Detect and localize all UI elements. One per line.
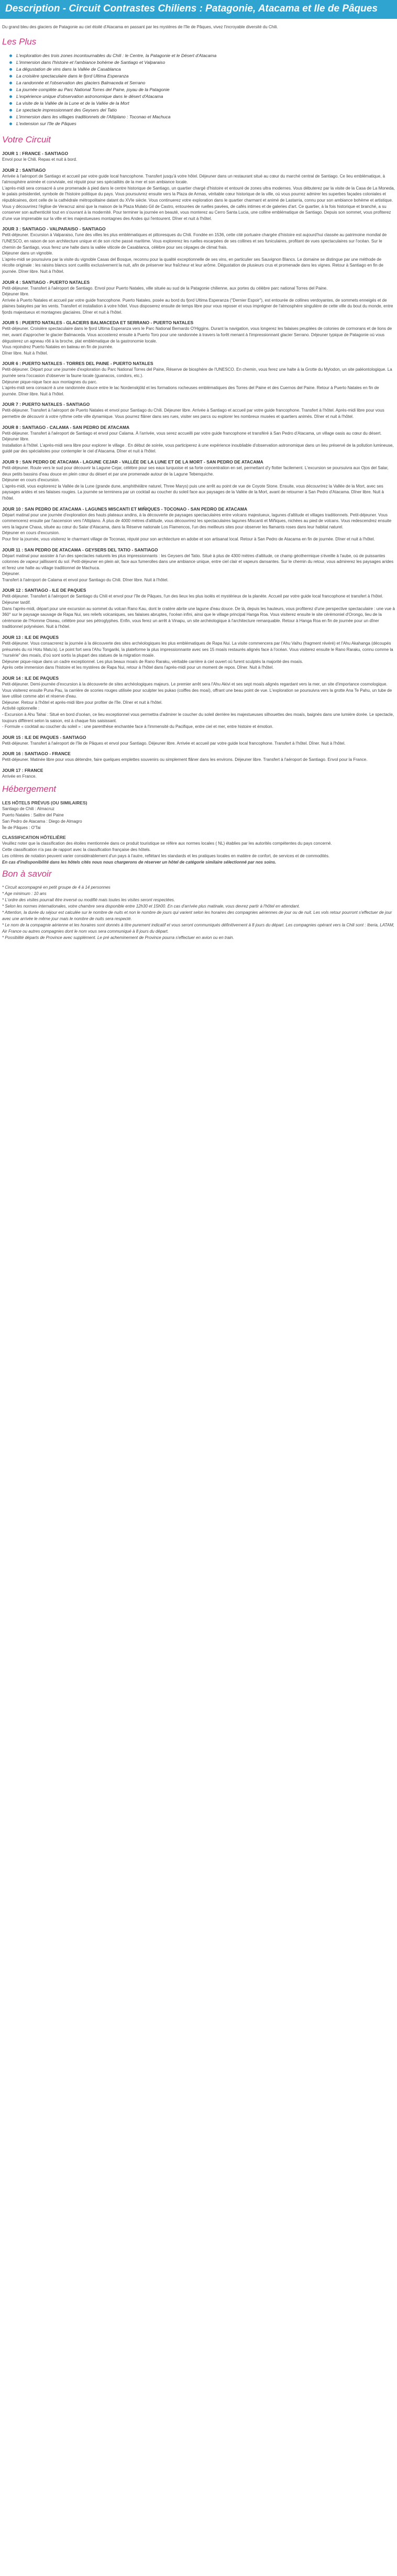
plus-item	[9, 114, 395, 120]
bullet-icon	[9, 95, 12, 98]
day-text: Déjeuner libre.	[2, 437, 30, 442]
day-block	[2, 319, 395, 356]
hotel-item: San Pedro de Atacama : Diego de Almagro	[2, 819, 82, 824]
section-heading-hotels: Hébergement	[2, 783, 57, 794]
bullet-icon	[9, 102, 12, 105]
day-text: Petit-déjeuner. Transfert à l'aéroport de Santiago. Envol pour Puerto Natales, ville située au sud de la Patagonie chilienne, aux portes du célèbre parc national Torres del Paine.	[2, 285, 328, 291]
day-text: Petit-déjeuner. Croisière spectaculaire dans le fjord Ultima Esperanza vers le Parc National Bernardo O'Higgins. Durant la navigation, vous longerez les falaises peuplées de colonies de cormorans et de lions de mer, avant d'approcher le glacier Balmaceda. Vous accosterez ensuite à Puerto Toro pour une randonnée à travers la forêt menant à l'impressionnant glacier Serrano. Déjeuner typique de Patagonie où vous dégusterez un agneau rôti à la broche, plat emblématique de la gastronomie locale.	[2, 326, 392, 344]
plus-item	[9, 52, 395, 59]
day-text: Petit-déjeuner. Transfert à l'aéroport de Santiago et envol pour Calama. À l'arrivée, vous serez accueilli par votre guide francophone et transféré à San Pedro d'Atacama, un village oasis au cœur du désert.	[2, 430, 382, 436]
bullet-icon	[9, 116, 12, 118]
day-text: Petit-déjeuner. Transfert à l'aéroport de l'île de Pâques et envol pour Santiago. Déjeuner libre. Arrivée et accueil par votre guide local francophone. Transfert à l'hôtel. Dîner. Nuit à l'hôtel.	[2, 740, 346, 746]
hotel-item: Puerto Natales : Salitre del Paine	[2, 812, 64, 817]
day-title: JOUR 8 : SANTIAGO - CALAMA - SAN PEDRO DE ATACAMA	[2, 424, 130, 430]
day-title: JOUR 5 : PUERTO NATALES - GLACIERS BALMACEDA ET SERRANO - PUERTO NATALES	[2, 320, 194, 326]
plus-item	[9, 80, 395, 86]
plus-item-text: Le spectacle impressionnant des Geysers del Tatio	[16, 107, 117, 113]
day-text: L'après-midi sera consacré à une promenade à pied dans le centre historique de Santiago, un quartier chargé d'histoire et entouré de zones ultra modernes. Vous débuterez par la visite de la Casa de La Moneda, le palais présidentiel, symbole de l'histoire politique du pays. Vous poursuivrez ensuite vers la Plaza de Armas, véritable cœur historique de la ville, où vous pourrez admirer les superbes façades coloniales et républicaines, dont celle de la cathédrale métropolitaine datant du XVIe siècle. Vous continuerez votre exploration dans le quartier charmant et animé de Lastarria, connu pour son ambiance bohème et artistique. Vous y découvrirez l'église de Veracruz ainsi que la maison de la Plaza Mulato Gil de Castro, entourées de ruelles pavées, de cafés intimes et de galeries d'art. Ce quartier, à la fois historique et branché, a su conserver son authenticité tout en s'ouvrant à la modernité. Pour terminer la journée en beauté, vous monterez au Cerro Santa Lucia, une colline emblématique de Santiago. Depuis son sommet, vous profiterez d'une vue imprenable sur la ville et les majestueuses montagnes des Andes qui l'entourent. Dîner et nuit à l'hôtel.	[2, 185, 395, 221]
day-title: JOUR 7 : PUERTO NATALES - SANTIAGO	[2, 402, 90, 407]
day-text: Petit-déjeuner. Transfert à l'aéroport de Puerto Natales et envol pour Santiago du Chili. Déjeuner libre. Arrivée à Santiago et accueil par votre guide francophone. Transfert à l'hôtel. Après-midi libre pour vous permettre de découvrir à votre rythme cette ville dynamique. Vous pourrez flâner dans ses rues, visiter ses parcs ou explorer les nombreux musées et quartiers animés. Dîner et nuit à l'hôtel.	[2, 408, 384, 419]
day-text: Déjeuner pique-nique face aux montagnes du parc.	[2, 379, 97, 384]
day-text: Vous rejoindrez Puerto Natales en bateau en fin de journée.	[2, 345, 114, 350]
content	[0, 19, 397, 941]
section-heading-note: Bon à savoir	[2, 868, 52, 879]
day-title: JOUR 10 : SAN PEDRO DE ATACAMA - LAGUNES MISCANTI ET MIÑIQUES - TOCONAO - SAN PEDRO DE ATACAMA	[2, 506, 248, 512]
classification-title: CLASSIFICATION HÔTELIÈRE	[2, 834, 66, 840]
day-text: Départ matinal pour une journée d'exploration des hauts plateaux andins, à la découverte de paysages spectaculaires entre volcans majestueux, lagunes d'altitude et villages traditionnels. Petit-déjeuner. Vous commencerez ensuite par l'ascension vers l'Altiplano. À plus de 4000 mètres d'altitude, vous découvrirez les spectaculaires lagunes Miscanti et Miñiques, nichées au pied de volcans. Vous redescendrez ensuite vers la lagune Chaxa, située au cœur du Salar d'Atacama, dans la Réserve nationale Los Flamencos, l'un des meilleurs sites pour observer les flamants roses dans leur habitat naturel.	[2, 512, 392, 529]
plus-item-text: La randonnée et l'observation des glaciers Balmaceda et Serrano	[16, 80, 146, 85]
plus-list	[2, 52, 395, 127]
day-block	[2, 734, 395, 747]
day-block	[2, 360, 395, 397]
plus-item	[9, 100, 395, 107]
day-title: JOUR 15 : ILE DE PAQUES - SANTIAGO	[2, 734, 86, 740]
day-text: Arrivée en France.	[2, 773, 37, 779]
day-text: Déjeuner. Retour à l'hôtel et après-midi libre pour profiter de l'île. Dîner et nuit à l'hôtel.	[2, 700, 163, 705]
plus-item-text: L'immersion dans l'histoire et l'ambiance bohème de Santiago et Valparaiso	[16, 60, 166, 65]
plus-item	[9, 59, 395, 66]
note-line: * Attention, la durée du séjour est calculée sur le nombre de nuits et non le nombre de jours qui varient selon les horaires des compagnies aériennes de jour ou de nuit. Les vols retour pourront s'effectuer de jour avec une arrivée le même jour mais le nombre de nuits sera respecté.	[2, 910, 392, 921]
day-text: Pour finir la journée, vous visiterez le charmant village de Toconao, réputé pour son architecture en adobe et son artisanat local. Retour à San Pedro de Atacama en fin de journée. Dîner et nuit à l'hôtel.	[2, 536, 375, 541]
day-text: Petit-déjeuner. Demi-journée d'excursion à la découverte de sites archéologiques majeurs. Le premier arrêt sera l'Ahu Akivi et ses sept moaïs alignés regardant vers la mer, un site d'importance cosmologique. Vous visiterez ensuite Puna Pau, la carrière de scories rouges utilisée pour sculpter les pukao (coiffes des moaï), offrant une beau point de vue. L'exploration se poursuivra vers la grotte Ana Te Pahu, un tube de lave utilisé comme abri et réserve d'eau.	[2, 682, 392, 699]
day-block	[2, 675, 395, 730]
hotel-item: Île de Pâques : O'Tai	[2, 825, 41, 830]
bullet-icon	[9, 82, 12, 84]
day-title: JOUR 2 : SANTIAGO	[2, 167, 46, 173]
day-text: Petit-déjeuner. Transfert à l'aéroport de Santiago du Chili et envol pour l'île de Pâques, l'un des lieux les plus isolés et mystérieux de la planète. Accueil par votre guide local francophone et transfert à l'hôtel.	[2, 594, 383, 599]
day-text: Départ matinal pour assister à l'un des spectacles naturels les plus impressionnants : les Geysers del Tatio. Situé à plus de 4300 mètres d'altitude, ce champ géothermique s'éveille à l'aube, où de puissantes colonnes de vapeur jaillissent du sol. Petit-déjeuner en plein air, face aux fumerolles dans une ambiance unique, entre ciel clair et vapeurs dansantes. Sur le chemin du retour, vous admirerez les paysages arides et ferez une halte au village traditionnel de Machuca.	[2, 553, 394, 570]
day-block	[2, 634, 395, 671]
section-heading-itinerary: Votre Circuit	[2, 135, 51, 145]
plus-item	[9, 66, 395, 73]
note-line: * Possibilité départs de Province avec supplément. Le pré acheminement de Province pourra s'effectuer en avion ou en train.	[2, 935, 234, 940]
day-text: Petit-déjeuner. Matinée libre pour vous détendre, faire quelques emplettes souvenirs ou simplement flâner dans les environs. Déjeuner libre. Transfert à l'aéroport de Santiago. Envol pour la France.	[2, 757, 368, 762]
day-text: Petit-déjeuner. Excursion à Valparaiso, l'une des villes les plus emblématiques et pittoresques du Chili. Fondée en 1536, cette cité portuaire chargée d'histoire est aujourd'hui classée au patrimoine mondial de l'UNESCO, en raison de son architecture unique et de son riche passé maritime. Vous explorerez les ruelles escarpées de ses collines et ses funiculaires, profitant de vues spectaculaires sur l'océan. Sur le chemin de Santiago, vous ferez une halte dans la vallée viticole de Casablanca, célèbre pour ses cépages de climat frais.	[2, 233, 387, 250]
plus-item-text: L'extension sur l'île de Pâques	[16, 121, 76, 126]
day-text: Déjeuner en cours d'excursion.	[2, 530, 60, 536]
day-title: JOUR 17 : FRANCE	[2, 767, 43, 773]
bullet-icon	[9, 109, 12, 112]
day-title: JOUR 6 : PUERTO NATALES - TORRES DEL PAINE - PUERTO NATALES	[2, 361, 153, 367]
note-line: * Age minimum : 10 ans	[2, 891, 47, 896]
day-block	[2, 506, 395, 543]
plus-item-text: La visite de la Vallée de la Lune et de la Vallée de la Mort	[16, 101, 129, 106]
day-block	[2, 424, 395, 455]
day-title: JOUR 4 : SANTIAGO - PUERTO NATALES	[2, 279, 90, 285]
day-block	[2, 750, 395, 763]
day-text: Déjeuner.	[2, 571, 20, 577]
plus-item-text: L'expérience unique d'observation astronomique dans le désert d'Atacama	[16, 94, 163, 99]
intro-text: Du grand bleu des glaciers de Patagonie au ciel étoilé d'Atacama en passant par les mystères de l'île de Pâques, vivez l'incroyable diversité du Chili.	[2, 25, 278, 29]
classification-emphasis: En cas d'indisponibilité dans les hôtels cités nous nous chargerons de réserver un hôtel de catégorie similaire sélectionné par nos soins.	[2, 859, 277, 865]
bullet-icon	[9, 89, 12, 91]
day-title: JOUR 11 : SAN PEDRO DE ATACAMA - GEYSERS DEL TATIO - SANTIAGO	[2, 547, 158, 552]
plus-item	[9, 107, 395, 114]
section-heading-plus: Les Plus	[2, 37, 37, 47]
day-text: L'après-midi se poursuivra par la visite du vignoble Casas del Bosque, reconnu pour la qualité exceptionnelle de ses vins, en particulier ses Sauvignon Blancs. Le domaine se distingue par une méthode de récolte originale : les raisins blancs sont cueillis exclusivement la nuit, afin de préserver leur fraîcheur et leur arôme. Dégustation de plusieurs crus et promenade dans les vignes. Retour à Santiago en fin de journée. Dîner libre. Nuit à l'hôtel.	[2, 257, 383, 274]
day-title: JOUR 12 : SANTIAGO - ILE DE PAQUES	[2, 588, 86, 593]
day-title: JOUR 9 : SAN PEDRO DE ATACAMA - LAGUNE CEJAR - VALLÉE DE LA LUNE ET DE LA MORT - SAN PEDRO DE ATACAMA	[2, 459, 263, 465]
day-title: JOUR 1 : FRANCE - SANTIAGO	[2, 151, 69, 156]
day-block	[2, 767, 395, 780]
note-line: * Le nom de la compagnie aérienne et les horaires sont donnés à titre purement indicatif et vous seront communiqués définitivement à 8 jours du départ. Les compagnies opérant vers la Chili sont : Iberia, LATAM, Air France ou autres compagnies dont le nom vous sera communiqué à 8 jours du départ.	[2, 922, 394, 934]
bullet-icon	[9, 68, 12, 71]
day-title: JOUR 16 : SANTIAGO - FRANCE	[2, 751, 71, 757]
classification-text	[2, 841, 395, 859]
classification-line: Veuillez noter que la classification des étoiles mentionnée dans ce produit touristique se réfère aux normes locales ( NL) établies par les autorités compétentes du pays concerné.	[2, 841, 332, 846]
note-line: * L'ordre des visites pourrait être inversé ou modifié mais toutes les visites seront respectées.	[2, 897, 175, 902]
day-text: Activité optionnelle :	[2, 706, 40, 711]
day-text: Après cette immersion dans l'histoire et les mystères de Rapa Nui, retour à l'hôtel dans l'après-midi pour un moment de repos. Dîner. Nuit à l'hôtel.	[2, 665, 274, 670]
bullet-icon	[9, 123, 12, 125]
title-banner	[0, 0, 397, 19]
page	[0, 0, 397, 941]
page-title: Description - Circuit Contrastes Chiliens : Patagonie, Atacama et Ile de Pâques	[5, 3, 378, 14]
plus-item	[9, 73, 395, 80]
plus-item-text: La dégustation de vins dans la Vallée de Casablanca	[16, 67, 121, 72]
day-block	[2, 459, 395, 502]
day-text: Petit-déjeuner. Vous consacrerez la journée à la découverte des sites archéologiques les plus emblématiques de Rapa Nui. La visite commencera par l'Ahu Vaihu (fragment révéré) et l'Ahu Akahanga (découpés présumés du roi Hotu Matu'a). Le point fort sera l'Ahu Tongariki, la plateforme la plus impressionnante avec ses 15 moaïs restaurés alignés face à l'océan. Vous visiterez ensuite le Rano Raraku, connu comme la "nursérie" des moaïs, d'où sont sortis la plupart des statues de la migration moaïe.	[2, 641, 393, 658]
plus-item-text: La journée complète au Parc National Torres del Paine, joyau de la Patagonie	[16, 87, 170, 92]
day-text: Déjeuner en cours d'excursion.	[2, 478, 60, 483]
day-block	[2, 279, 395, 316]
day-text: L'après-midi sera consacré à une randonnée douce entre le lac Nordenskjöld et les formations rocheuses emblématiques des Torres del Paine et des Cuernos del Paine. Retour à Puerto Natales en fin de journée. Dîner libre. Nuit à l'hôtel.	[2, 385, 379, 396]
day-text: Dans l'après-midi, départ pour une excursion au sommet du volcan Rano Kau, dont le cratère abrite une lagune d'eau douce. De là, depuis les hauteurs, vous profiterez d'une perspective spectaculaire : une vue à 360° sur le paysage sauvage de Rapa Nui, ses reliefs volcaniques, ses falaises abruptes, l'océan infini, ainsi que le village principal Hanga Roa. Vous visiterez ensuite le site cérémoniel d'Orongo, lieu de la cérémonie de l'Homme Oiseau, célèbre pour ses pétroglyphes. Enfin, vous ferez un arrêt à Vinapu, un site archéologique à l'architecture remarquable. Retour à Hanga Roa en fin de journée pour un dîner traditionnel polynésien. Nuit à l'hôtel.	[2, 606, 395, 629]
day-block	[2, 226, 395, 274]
day-text: Déjeuner libre.	[2, 292, 30, 297]
plus-item	[9, 120, 395, 127]
plus-item-text: L'immersion dans les villages traditionnels de l'Altiplano : Toconao et Machuca	[16, 114, 171, 119]
day-block	[2, 547, 395, 583]
hotels-block	[2, 800, 395, 866]
bullet-icon	[9, 54, 12, 57]
day-text: Petit-déjeuner. Départ pour une journée d'exploration du Parc National Torres del Paine, Réserve de biosphère de l'UNESCO. En chemin, vous ferez une halte à la Grotte du Mylodon, un site paléontologique. La journée sera l'occasion d'observer la faune locale (guanacos, condors, etc.).	[2, 367, 392, 379]
classification-line: Les critères de notation peuvent varier considérablement d'un pays à l'autre, reflétant les standards et les pratiques locales en matière de confort, de services et de commodités.	[2, 853, 330, 858]
day-text: Petit-déjeuner. Route vers le sud pour découvrir la Lagune Cejar, célèbre pour ses eaux turquoise et sa forte concentration en sel, permettant d'y flotter facilement. L'excursion se poursuivra aux Ojos del Salar, deux petits bassins d'eau douce en plein cœur du désert et par une promenade autour de la Lagune Tebenquiche.	[2, 465, 389, 477]
day-text: Dîner libre. Nuit à l'hôtel.	[2, 350, 48, 356]
day-text: - Formule « cocktail au coucher du soleil » : une parenthèse enchantée face à l'immensité du Pacifique, entre ciel et mer, entre histoire et émotion.	[2, 724, 273, 729]
day-block	[2, 587, 395, 630]
hotel-item: Santiago de Chili : Almacruz	[2, 806, 55, 811]
classification-line: Cette classification n'a pas de rapport avec la classification française des hôtels.	[2, 847, 151, 852]
itinerary	[2, 150, 395, 780]
note-line: * Selon les normes internationales, votre chambre sera disponible entre 12h30 et 15h00. En cas d'arrivée plus matinale, vous devrez partir à l'hôtel en attendant.	[2, 903, 300, 909]
plus-item	[9, 86, 395, 93]
day-text: Déjeuner pique-nique dans un cadre exceptionnel. Les plus beaux moaïs de Rano Raraku, véritable carrière à ciel ouvert où furent sculptés la majorité des moaïs.	[2, 659, 303, 664]
day-text: Envol pour le Chili. Repas et nuit à bord.	[2, 157, 78, 162]
day-text: L'après-midi, vous explorerez la Vallée de la Lune (grande dune, amphithéâtre naturel, Three Marys) puis une arrêt au point de vue de Coyote Stone. Ensuite, vous découvrirez la Vallée de la Mort, avec ses paysages arides et ses falaises rougies. La journée se terminera par un cocktail au coucher du soleil face aux paysages de la Vallée de la Mort, avant de retourner à San Pedro d'Atacama. Dîner libre. Nuit à l'hôtel.	[2, 483, 384, 501]
day-title: JOUR 14 : ILE DE PAQUES	[2, 676, 59, 681]
day-text: Déjeuner dans un vignoble.	[2, 251, 53, 256]
day-block	[2, 167, 395, 222]
day-text: Transfert à l'aéroport de Calama et envol pour Santiago du Chili. Dîner libre. Nuit à l'hôtel.	[2, 577, 169, 582]
bullet-icon	[9, 61, 12, 64]
bullet-icon	[9, 75, 12, 78]
day-text: Arrivée à l'aéroport de Santiago et accueil par votre guide local francophone. Transfert jusqu'à votre hôtel. Déjeuner dans un restaurant situé au cœur du marché central de Santiago. Ce lieu emblématique, à l'atmosphère animée et conviviale, est réputé pour ses spécialités de la mer et son ambiance locale.	[2, 173, 385, 185]
day-text: Déjeuner tardif.	[2, 600, 31, 605]
day-title: JOUR 3 : SANTIAGO - VALPARAISO - SANTIAGO	[2, 226, 106, 232]
plus-item-text: La croisière spectaculaire dans le fjord Ultima Esperanza	[16, 73, 129, 79]
day-text: Arrivée à Puerto Natales et accueil par votre guide francophone. Puerto Natales, posée au bord du fjord Ultima Esperanza ("Dernier Espoir"), est entourée de collines verdoyantes, de sommets enneigés et de plaines balayées par les vents. Transfert et installation à votre hôtel. Vous disposerez ensuite de temps libre pour vous reposer et vous imprégner de l'atmosphère singulière de cette ville du bout du monde, entre fjords majestueux et montagnes glaciaires. Dîner et nuit à l'hôtel.	[2, 297, 393, 315]
hotel-list	[2, 806, 395, 831]
day-block	[2, 150, 395, 163]
hotels-subtitle: LES HÔTELS PRÉVUS (OU SIMILAIRES)	[2, 800, 87, 805]
good-to-know	[2, 885, 395, 941]
plus-item-text: L'exploration des trois zones incontournables du Chili : le Centre, la Patagonie et le Désert d'Atacama	[16, 53, 217, 58]
plus-item	[9, 93, 395, 100]
day-title: JOUR 13 : ILE DE PAQUES	[2, 635, 59, 640]
day-block	[2, 401, 395, 419]
day-text: - Excursion à Ahu Tahai : Situé en bord d'océan, ce lieu exceptionnel vous permettra d'admirer le coucher du soleil derrière les majestueuses silhouettes des moaïs, baignés dans une lumière dorée. Le spectacle, toujours différent selon la saison, est à chaque fois saisissant.	[2, 712, 394, 723]
note-line: * Circuit accompagné en petit groupe de 4 à 14 personnes	[2, 885, 111, 890]
day-text: Installation à l'hôtel. L'après-midi sera libre pour explorer le village . En début de soirée, vous participerez à une expérience inoubliable d'observation astronomique dans un lieu préservé de la pollution lumineuse, guidé par des spécialistes pour contempler le ciel d'Atacama. Dîner et nuit à l'hôtel.	[2, 443, 394, 454]
